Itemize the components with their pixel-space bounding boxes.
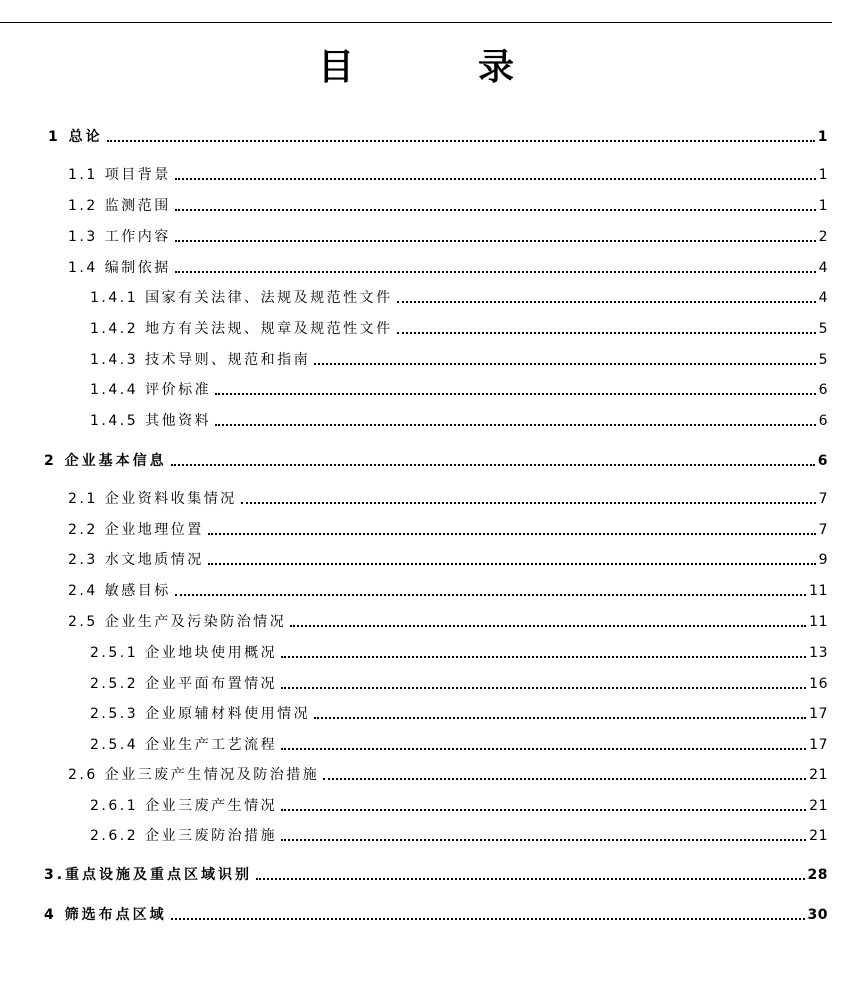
toc-entry[interactable] — [90, 379, 828, 399]
toc-leader-dots — [281, 656, 806, 658]
toc-entry-label: 2.5.1 企业地块使用概况 — [90, 645, 278, 661]
toc-leader-dots — [397, 332, 816, 334]
toc-leader-dots — [290, 625, 806, 627]
toc-leader-dots — [281, 748, 806, 750]
toc-entry-page: 11 — [809, 614, 828, 630]
toc-leader-dots — [323, 778, 806, 780]
toc-entry-page: 11 — [809, 583, 828, 599]
toc-entry-page: 21 — [809, 767, 828, 783]
toc-leader-dots — [397, 301, 816, 303]
toc-entry-page: 5 — [818, 352, 828, 368]
toc-entry-page: 28 — [807, 867, 828, 883]
toc-leader-dots — [281, 809, 806, 811]
toc-entry[interactable] — [44, 450, 828, 470]
toc-leader-dots — [208, 533, 816, 535]
toc-entry[interactable] — [90, 318, 828, 338]
toc-entry[interactable] — [90, 642, 828, 662]
toc-leader-dots — [281, 839, 806, 841]
toc-entry[interactable] — [68, 195, 828, 215]
toc-entry[interactable] — [90, 287, 828, 307]
toc-entry-page: 5 — [818, 321, 828, 337]
toc-entry-label: 2.5.4 企业生产工艺流程 — [90, 737, 278, 753]
toc-entry-page: 30 — [807, 907, 828, 923]
toc-entry-label: 4 筛选布点区域 — [44, 907, 167, 923]
toc-entry-page: 7 — [818, 491, 828, 507]
page-title: 目 录 — [317, 46, 558, 88]
toc-entry[interactable] — [44, 904, 828, 924]
toc-entry[interactable] — [68, 580, 828, 600]
toc-entry-label: 2.6.1 企业三废产生情况 — [90, 798, 278, 814]
toc-entry-label: 1.3 工作内容 — [68, 229, 171, 245]
toc-entry-label: 2.5 企业生产及污染防治情况 — [68, 614, 287, 630]
toc-entry-page: 6 — [817, 453, 828, 469]
toc-entry-page: 2 — [818, 229, 828, 245]
toc-entry-label: 2 企业基本信息 — [44, 453, 167, 469]
toc-leader-dots — [208, 563, 816, 565]
toc-leader-dots — [314, 717, 806, 719]
toc-leader-dots — [256, 878, 804, 880]
toc-entry-page: 21 — [809, 828, 828, 844]
toc-entry[interactable] — [90, 410, 828, 430]
toc-leader-dots — [107, 140, 815, 142]
toc-entry-page: 9 — [818, 552, 828, 568]
toc-entry[interactable] — [90, 795, 828, 815]
toc-entry-page: 7 — [818, 522, 828, 538]
toc-leader-dots — [171, 464, 815, 466]
toc-entry-label: 2.3 水文地质情况 — [68, 552, 204, 568]
toc-entry-page: 1 — [818, 198, 828, 214]
toc-entry[interactable] — [68, 549, 828, 569]
toc-entry[interactable] — [68, 519, 828, 539]
toc-entry-page: 17 — [809, 737, 828, 753]
toc-entry-label: 1.4.2 地方有关法规、规章及规范性文件 — [90, 321, 393, 337]
toc-entry-label: 2.4 敏感目标 — [68, 583, 171, 599]
toc-entry[interactable] — [90, 349, 828, 369]
toc-entry-label: 3.重点设施及重点区域识别 — [44, 867, 253, 883]
toc-entry[interactable] — [90, 734, 828, 754]
toc-leader-dots — [175, 240, 816, 242]
toc-entry[interactable] — [90, 673, 828, 693]
toc-entry-label: 1.4.4 评价标准 — [90, 382, 212, 398]
toc-entry-page: 16 — [809, 676, 828, 692]
toc-entry-label: 2.6 企业三废产生情况及防治措施 — [68, 767, 320, 783]
toc-leader-dots — [175, 271, 816, 273]
toc-entry[interactable] — [48, 126, 828, 146]
toc-entry[interactable] — [44, 864, 828, 884]
toc-entry-label: 1.1 项目背景 — [68, 167, 171, 183]
toc-leader-dots — [175, 594, 806, 596]
toc-entry-page: 21 — [809, 798, 828, 814]
toc-entry-page: 4 — [818, 290, 828, 306]
toc-entry-label: 1 总论 — [48, 129, 103, 145]
toc-entry-page: 13 — [809, 645, 828, 661]
toc-entry-label: 2.5.2 企业平面布置情况 — [90, 676, 278, 692]
toc-entry-label: 2.5.3 企业原辅材料使用情况 — [90, 706, 311, 722]
toc-leader-dots — [215, 424, 816, 426]
toc-entry[interactable] — [90, 703, 828, 723]
toc-entry-label: 2.1 企业资料收集情况 — [68, 491, 237, 507]
toc-leader-dots — [281, 687, 806, 689]
toc-leader-dots — [215, 393, 816, 395]
toc-entry[interactable] — [90, 825, 828, 845]
toc-leader-dots — [171, 918, 805, 920]
toc-entry-label: 1.4.1 国家有关法律、法规及规范性文件 — [90, 290, 393, 306]
toc-entry[interactable] — [68, 764, 828, 784]
toc-entry-label: 1.4 编制依据 — [68, 260, 171, 276]
toc-entry-page: 4 — [818, 260, 828, 276]
toc-entry[interactable] — [68, 611, 828, 631]
toc-entry-page: 17 — [809, 706, 828, 722]
toc-leader-dots — [314, 363, 816, 365]
toc-entry[interactable] — [68, 226, 828, 246]
toc-entry-label: 1.2 监测范围 — [68, 198, 171, 214]
toc-entry-page: 6 — [818, 413, 828, 429]
toc-entry[interactable] — [68, 488, 828, 508]
toc-leader-dots — [175, 209, 816, 211]
toc-leader-dots — [241, 502, 816, 504]
toc-entry-page: 1 — [818, 167, 828, 183]
toc-entry-label: 1.4.3 技术导则、规范和指南 — [90, 352, 311, 368]
toc-entry-label: 1.4.5 其他资料 — [90, 413, 212, 429]
toc-entry-label: 2.6.2 企业三废防治措施 — [90, 828, 278, 844]
toc-entry-label: 2.2 企业地理位置 — [68, 522, 204, 538]
toc-entry-page: 1 — [817, 129, 828, 145]
toc-entry[interactable] — [68, 257, 828, 277]
toc-entry[interactable] — [68, 164, 828, 184]
toc-leader-dots — [175, 178, 816, 180]
toc-entry-page: 6 — [818, 382, 828, 398]
